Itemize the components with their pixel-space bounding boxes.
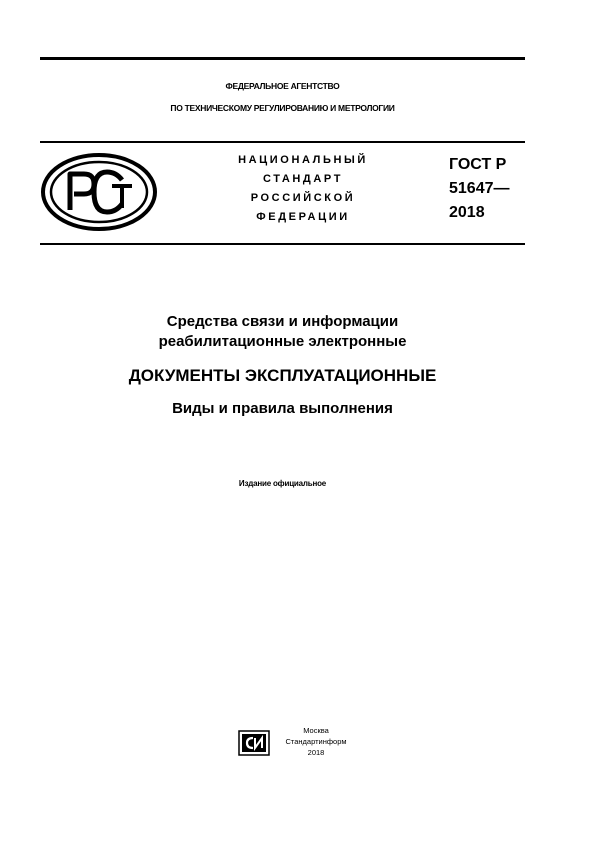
agency-line-1: ФЕДЕРАЛЬНОЕ АГЕНТСТВО — [225, 81, 340, 91]
title-line-2: реабилитационные электронные — [158, 333, 407, 350]
rst-certification-logo-icon — [40, 152, 158, 232]
national-standard-line-2: СТАНДАРТ — [262, 173, 344, 185]
bottom-rule — [40, 243, 525, 245]
publisher-name: Стандартинформ — [285, 737, 347, 746]
publisher-city: Москва — [303, 726, 329, 735]
publisher-year: 2018 — [307, 748, 325, 757]
gost-year: 2018 — [449, 204, 485, 221]
official-edition-label: Издание официальное — [238, 479, 327, 488]
standartinform-logo-icon — [238, 730, 270, 756]
national-standard-line-1: НАЦИОНАЛЬНЫЙ — [238, 154, 368, 166]
national-standard-line-4: ФЕДЕРАЦИИ — [256, 211, 350, 223]
gost-number: 51647— — [449, 180, 510, 197]
agency-line-2: ПО ТЕХНИЧЕСКОМУ РЕГУЛИРОВАНИЮ И МЕТРОЛОГИИ — [170, 103, 395, 113]
title-line-1: Средства связи и информации — [166, 313, 399, 330]
document-subtitle: Виды и правила выполнения — [172, 400, 393, 417]
middle-rule — [40, 141, 525, 143]
top-rule — [40, 57, 525, 60]
national-standard-line-3: РОССИЙСКОЙ — [250, 192, 356, 204]
gost-label: ГОСТ Р — [449, 156, 507, 173]
document-title: ДОКУМЕНТЫ ЭКСПЛУАТАЦИОННЫЕ — [128, 366, 437, 385]
